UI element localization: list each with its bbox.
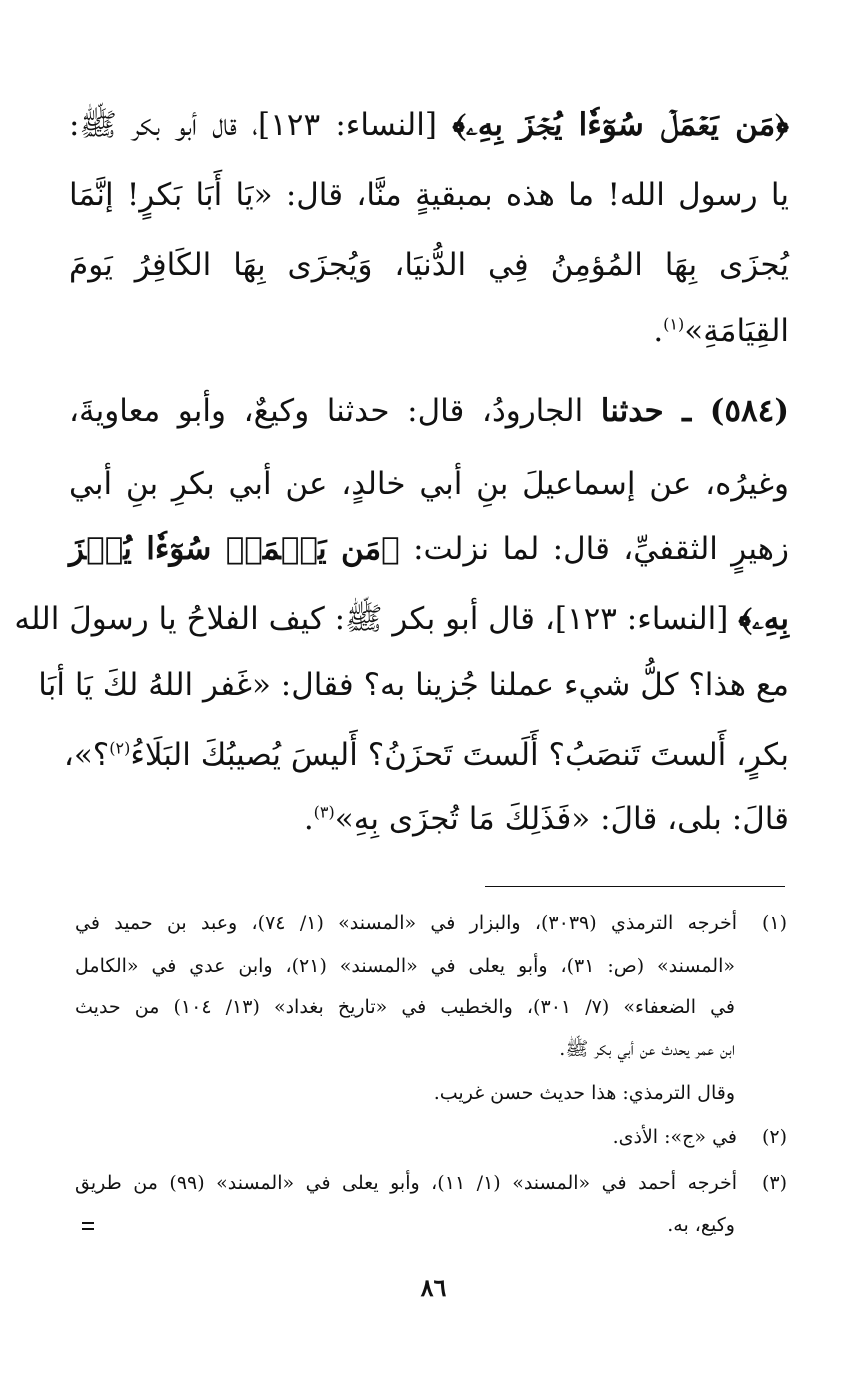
text-segment: قالَ: بلى، قالَ: «فَذَلِكَ مَا تُجزَى بِهِ» (334, 801, 789, 837)
text-segment: الجارودُ، قال: حدثنا وكيعٌ، وأبو معاويةَ، (69, 393, 584, 429)
text-line-3: يُجزَى بِهَا المُؤمِنُ فِي الدُّنيَا، وَيُجزَى بِهَا الكَافِرُ يَومَ (69, 247, 789, 283)
footnote-number: (٢) (761, 1126, 787, 1148)
hadith-number: (٥٨٤) ـ حدثنا (600, 393, 789, 429)
quran-verse: ﴿مَن يَعۡمَلۡ سُوٓءٗا يُجۡزَ (69, 531, 400, 567)
footnote-ref-3[interactable]: (٣) (313, 802, 335, 822)
text-segment: زهيرٍ الثقفيِّ، قال: لما نزلت: (413, 531, 790, 567)
quran-verse: بِهِۦ﴾ (738, 601, 789, 637)
footnote-1-line-3: في الضعفاء» (٧/ ٣٠١)، والخطيب في «تاريخ بغداد» (١٣/ ١٠٤) من حديث (75, 996, 736, 1018)
text-line-11 (69, 790, 789, 848)
text-line-1 (69, 96, 789, 154)
text-line-5 (69, 382, 789, 440)
text-segment: بكرٍ، أَلستَ تَنصَبُ؟ أَلَستَ تَحزَنُ؟ أَليسَ يُصيبُكَ البَلَاءُ (130, 737, 789, 773)
text-segment: . (653, 313, 664, 349)
footnote-text: أخرجه أحمد في «المسند» (١/ ١١)، وأبو يعلى في «المسند» (٩٩) من طريق (75, 1172, 738, 1194)
text-line-6: وغيرُه، عن إسماعيلَ بنِ أبي خالدٍ، عن أبي بكرِ بنِ أبي (69, 466, 789, 502)
text-line-8 (14, 590, 789, 648)
text-line-4 (69, 302, 789, 360)
text-segment: . (303, 801, 314, 837)
text-line-2: يا رسول الله! ما هذه بمبقيةٍ منَّا، قال: «يَا أَبَا بَكرٍ! إنَّمَا (69, 177, 789, 213)
footnote-3-line-1 (75, 1164, 787, 1202)
text-segment: القِيَامَةِ» (684, 313, 789, 349)
footnote-1-line-4: ابن عمر يحدث عن أبي بكر ﷺ. (559, 1038, 735, 1060)
text-segment: [النساء: ١٢٣]، قال أبو بكر ﷺ: كيف الفلاحُ يا رسولَ الله (14, 601, 729, 637)
continuation-mark (82, 1222, 94, 1230)
text-line-7 (69, 520, 789, 578)
footnote-number: (٣) (761, 1172, 788, 1194)
footnote-1-line-1 (75, 904, 787, 942)
footnote-divider (485, 886, 785, 887)
text-segment: [النساء: ١٢٣]، قال أبو بكر ﷺ: (69, 107, 437, 143)
footnote-2-line-1 (75, 1118, 787, 1156)
page-number: ٨٦ (420, 1273, 447, 1302)
footnote-text: أخرجه الترمذي (٣٠٣٩)، والبزار في «المسند» (١/ ٧٤)، وعبد بن حميد في (75, 912, 738, 934)
footnote-1-line-5: وقال الترمذي: هذا حديث حسن غريب. (433, 1082, 735, 1104)
footnote-1-line-2: «المسند» (ص: ٣١)، وأبو يعلى في «المسند» (٢١)، وابن عدي في «الكامل (75, 955, 735, 977)
footnote-number: (١) (761, 912, 788, 934)
footnote-ref-1[interactable]: (١) (663, 314, 685, 334)
text-line-9: مع هذا؟ كلُّ شيء عملنا جُزينا به؟ فقال: «غَفر اللهُ لكَ يَا أبَا (38, 667, 789, 703)
footnote-3-line-2: وكيع، به. (667, 1214, 735, 1236)
footnote-text: في «ج»: الأذى. (612, 1126, 737, 1148)
footnote-ref-2[interactable]: (٢) (109, 738, 131, 758)
text-segment: ؟»، (63, 737, 110, 773)
quran-verse: ﴿مَن يَعۡمَلۡ سُوٓءٗا يُجۡزَ بِهِۦ﴾ (452, 107, 789, 143)
text-line-10 (63, 726, 789, 784)
